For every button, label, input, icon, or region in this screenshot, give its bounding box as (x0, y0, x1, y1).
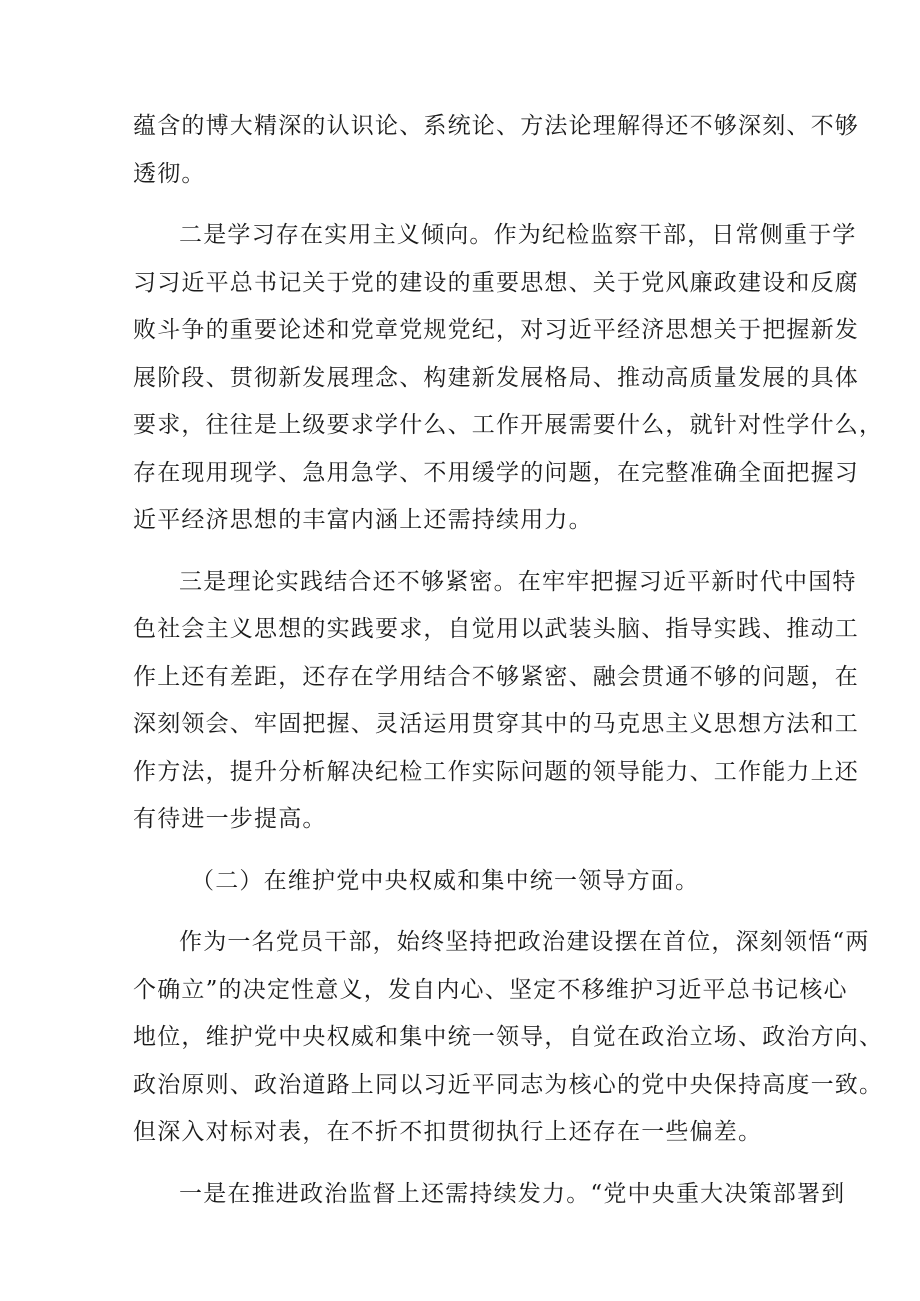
paragraph-gap (133, 905, 795, 919)
paragraph-line: 蕴含的博大精深的认识论、系统论、方法论理解得还不够深刻、不够 (133, 113, 859, 139)
paragraph-line: 透彻。 (133, 160, 206, 187)
paragraph-line: 二是学习存在实用主义倾向。作为纪检监察干部，日常侧重于学 (179, 222, 857, 248)
document-body (133, 103, 884, 1218)
paragraph-gap (133, 844, 795, 858)
paragraph-line: 习习近平总书记关于党的建设的重要思想、关于党风廉政建设和反腐 (133, 269, 859, 296)
paragraph-line: 深刻领会、牢固把握、灵活运用贯穿其中的马克思主义思想方法和工 (133, 711, 859, 737)
paragraph-line: 近平经济思想的丰富内涵上还需持续用力。 (133, 507, 593, 533)
paragraph-line: 作上还有差距，还存在学用结合不够紧密、融会贯通不够的问题，在 (133, 663, 859, 690)
paragraph-line: 作为一名党员干部，始终坚持把政治建设摆在首位，深刻领悟“两 (179, 929, 870, 955)
paragraph-line: 三是理论实践结合还不够紧密。在牢牢把握习近平新时代中国特 (179, 568, 857, 595)
paragraph-gap (133, 198, 795, 212)
section-heading: （二）在维护党中央权威和集中统一领导方面。 (191, 867, 700, 894)
paragraph-line: 政治原则、政治道路上同以习近平同志为核心的党中央保持高度一致。 (133, 1071, 884, 1098)
paragraph-line: 地位，维护党中央权威和集中统一领导，自觉在政治立场、政治方向、 (133, 1024, 884, 1050)
paragraph-line: 存在现用现学、急用急学、不用缓学的问题，在完整准确全面把握习 (133, 459, 859, 486)
paragraph-gap (133, 1157, 795, 1171)
paragraph-line: 作方法，提升分析解决纪检工作实际问题的领导能力、工作能力上还 (133, 758, 859, 785)
paragraph-line: 但深入对标对表，在不折不扣贯彻执行上还存在一些偏差。 (133, 1119, 763, 1145)
paragraph-line: 败斗争的重要论述和党章党规党纪，对习近平经济思想关于把握新发 (133, 317, 859, 343)
paragraph-line: 展阶段、贯彻新发展理念、构建新发展格局、推动高质量发展的具体 (133, 364, 859, 391)
paragraph-line: 有待进一步提高。 (133, 806, 327, 832)
paragraph-line: 个确立”的决定性意义，发自内心、坚定不移维护习近平总书记核心 (133, 976, 848, 1003)
paragraph-line: 要求，往往是上级要求学什么、工作开展需要什么，就针对性学什么， (133, 412, 884, 438)
paragraph-line: 色社会主义思想的实践要求，自觉用以武装头脑、指导实践、推动工 (133, 616, 859, 642)
paragraph-gap (133, 545, 795, 559)
paragraph-line: 一是在推进政治监督上还需持续发力。“党中央重大决策部署到 (179, 1180, 846, 1207)
